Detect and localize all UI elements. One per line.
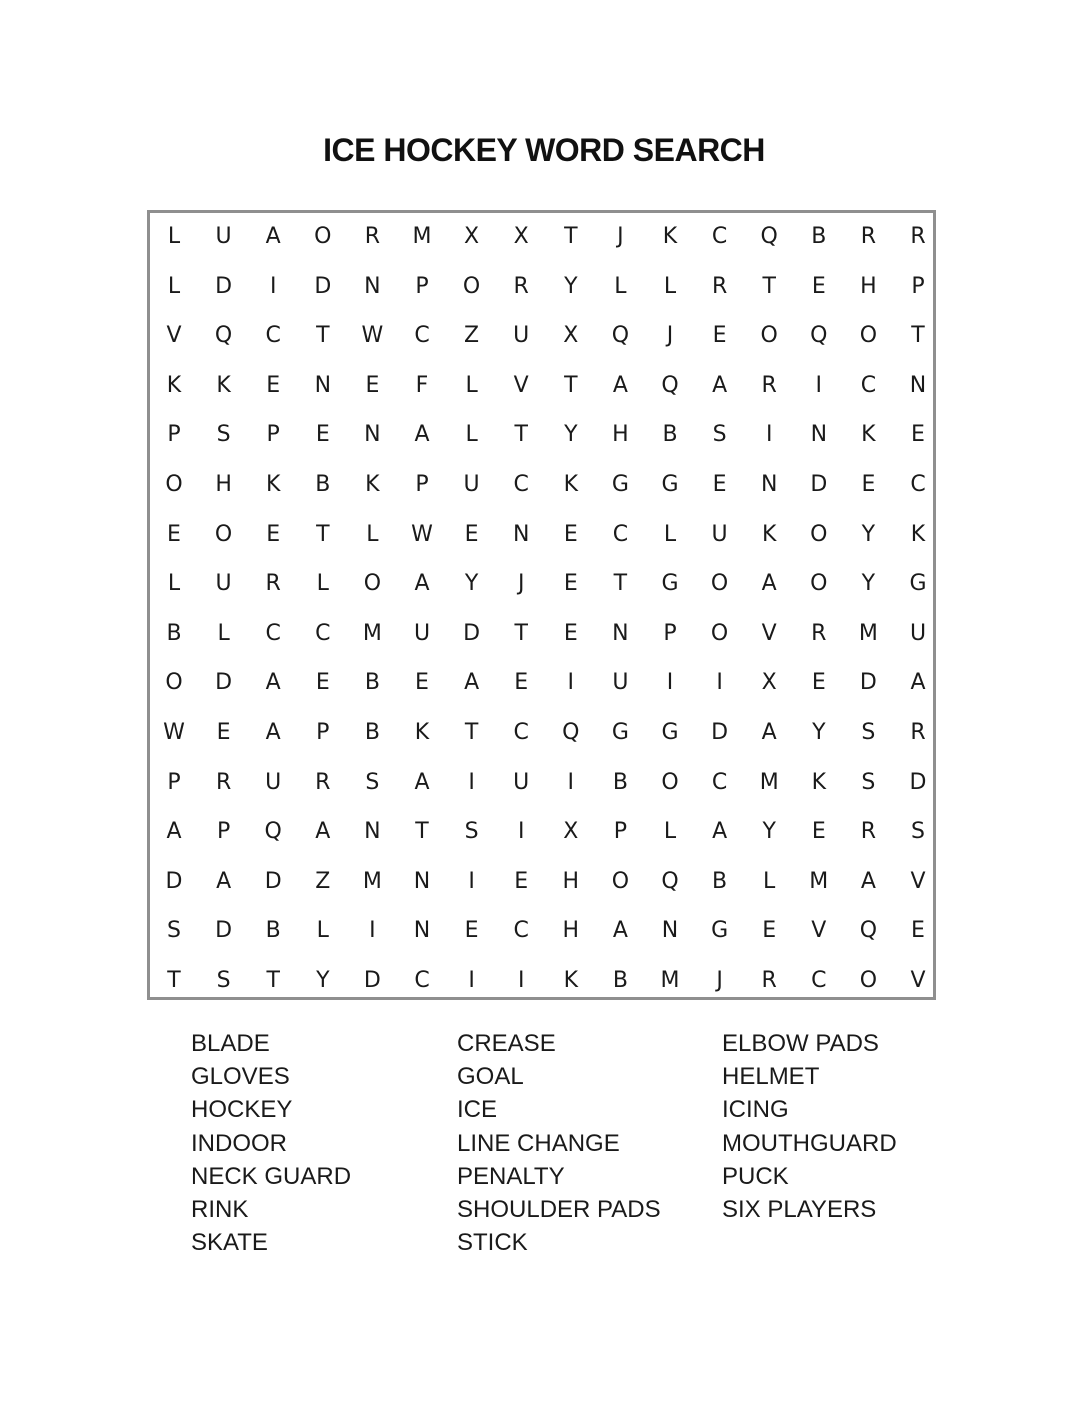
grid-letter[interactable]: Q: [562, 720, 580, 745]
grid-letter[interactable]: O: [810, 521, 828, 547]
grid-letter[interactable]: Y: [861, 521, 876, 547]
grid-letter[interactable]: L: [763, 868, 776, 894]
grid-letter[interactable]: O: [611, 868, 630, 894]
grid-letter[interactable]: A: [612, 918, 628, 944]
grid-letter[interactable]: E: [762, 918, 777, 944]
word-list-item: CREASE: [457, 1030, 556, 1057]
grid-letter[interactable]: E: [563, 521, 578, 547]
grid-letter[interactable]: T: [762, 273, 776, 299]
grid-letter[interactable]: E: [216, 720, 231, 745]
grid-letter[interactable]: H: [215, 472, 232, 497]
word-list-item: PUCK: [722, 1162, 789, 1190]
grid-letter[interactable]: R: [910, 224, 926, 249]
grid-letter[interactable]: O: [760, 323, 778, 349]
grid-letter[interactable]: P: [167, 422, 181, 448]
grid-letter[interactable]: K: [662, 224, 678, 249]
grid-letter[interactable]: E: [365, 372, 380, 398]
grid-letter[interactable]: O: [661, 769, 679, 795]
grid-letter[interactable]: B: [662, 422, 678, 448]
word-list-column: [457, 1027, 661, 1259]
grid-letter[interactable]: H: [562, 868, 580, 894]
grid-letter[interactable]: G: [909, 571, 927, 597]
grid-letter[interactable]: P: [613, 819, 628, 845]
grid-letter[interactable]: C: [513, 720, 529, 745]
grid-letter[interactable]: C: [265, 620, 281, 646]
grid-letter[interactable]: I: [269, 273, 277, 299]
grid-letter[interactable]: R: [761, 968, 777, 993]
grid-letter[interactable]: V: [761, 620, 777, 646]
grid-letter[interactable]: I: [517, 819, 525, 845]
grid-letter[interactable]: R: [811, 620, 827, 646]
grid-letter[interactable]: B: [364, 670, 380, 696]
grid-letter[interactable]: M: [660, 968, 680, 993]
grid-letter[interactable]: W: [361, 323, 384, 349]
grid-letter[interactable]: E: [563, 620, 578, 646]
word-list-item: BLADE: [191, 1030, 270, 1057]
grid-letter[interactable]: Q: [859, 918, 878, 944]
grid-letter[interactable]: J: [666, 323, 674, 349]
word-list-item: SIX PLAYERS: [722, 1195, 877, 1223]
grid-letter[interactable]: A: [414, 571, 430, 597]
grid-letter[interactable]: L: [366, 521, 379, 547]
grid-letter[interactable]: D: [909, 769, 927, 795]
grid-letter[interactable]: K: [563, 472, 579, 497]
grid-letter[interactable]: H: [612, 422, 629, 448]
grid-letter[interactable]: H: [860, 273, 877, 299]
grid-letter[interactable]: C: [910, 472, 926, 497]
grid-letter[interactable]: V: [910, 868, 926, 894]
grid-letter[interactable]: N: [909, 372, 927, 398]
grid-letter[interactable]: O: [165, 472, 183, 497]
grid-letter[interactable]: T: [911, 323, 925, 349]
grid-letter[interactable]: K: [365, 472, 380, 497]
word-list-item: ELBOW PADS: [722, 1030, 879, 1057]
grid-letter[interactable]: J: [617, 224, 624, 249]
grid-letter[interactable]: G: [661, 571, 679, 597]
grid-letter[interactable]: A: [761, 720, 777, 745]
grid-letter[interactable]: L: [167, 571, 181, 597]
grid-letter[interactable]: L: [465, 372, 478, 398]
grid-letter[interactable]: A: [860, 868, 876, 894]
grid-letter[interactable]: P: [415, 273, 429, 299]
grid-letter[interactable]: T: [464, 720, 479, 745]
grid-letter[interactable]: A: [265, 720, 281, 745]
grid-letter[interactable]: N: [364, 819, 381, 845]
grid-letter[interactable]: C: [513, 472, 529, 497]
grid-letter[interactable]: Q: [611, 323, 630, 349]
grid-letter[interactable]: V: [513, 372, 529, 398]
grid-letter[interactable]: C: [860, 372, 877, 398]
grid-letter[interactable]: S: [216, 422, 231, 448]
grid-letter[interactable]: P: [266, 422, 280, 448]
grid-letter[interactable]: E: [315, 670, 330, 696]
grid-letter[interactable]: N: [760, 472, 778, 497]
grid-letter[interactable]: K: [811, 769, 827, 795]
grid-letter[interactable]: Y: [861, 571, 876, 597]
grid-letter[interactable]: Q: [264, 819, 282, 845]
grid-letter[interactable]: T: [415, 819, 429, 845]
grid-letter[interactable]: E: [464, 918, 479, 944]
grid-letter[interactable]: R: [860, 224, 877, 249]
grid-letter[interactable]: X: [761, 670, 777, 696]
grid-letter[interactable]: T: [564, 372, 578, 398]
grid-letter[interactable]: L: [316, 918, 329, 944]
grid-letter[interactable]: X: [464, 224, 480, 249]
grid-letter[interactable]: R: [910, 720, 926, 745]
grid-letter[interactable]: E: [861, 472, 876, 497]
grid-letter[interactable]: Z: [315, 868, 331, 894]
grid-letter[interactable]: G: [611, 720, 629, 745]
grid-letter[interactable]: D: [215, 918, 233, 944]
grid-letter[interactable]: A: [216, 868, 232, 894]
grid-letter[interactable]: K: [861, 422, 876, 448]
grid-letter[interactable]: T: [514, 422, 528, 448]
grid-letter[interactable]: Q: [661, 372, 679, 398]
grid-letter[interactable]: A: [166, 819, 182, 845]
word-list-item: MOUTHGUARD: [722, 1129, 897, 1157]
grid-letter[interactable]: B: [364, 720, 380, 745]
grid-letter[interactable]: X: [563, 819, 579, 845]
grid-letter[interactable]: E: [266, 521, 281, 547]
grid-letter[interactable]: U: [413, 620, 431, 646]
grid-letter[interactable]: N: [512, 521, 530, 547]
grid-letter[interactable]: G: [611, 472, 629, 497]
grid-letter[interactable]: A: [712, 819, 728, 845]
grid-letter[interactable]: W: [163, 720, 185, 745]
grid-letter[interactable]: I: [468, 868, 475, 894]
grid-letter[interactable]: D: [215, 670, 233, 696]
grid-letter[interactable]: L: [167, 273, 181, 299]
grid-letter[interactable]: Q: [214, 323, 233, 349]
grid-letter[interactable]: R: [364, 224, 381, 249]
word-list-item: INDOOR: [191, 1129, 287, 1157]
grid-letter[interactable]: C: [315, 620, 331, 646]
grid-letter[interactable]: K: [910, 521, 926, 547]
grid-letter[interactable]: I: [468, 968, 475, 993]
grid-letter[interactable]: V: [166, 323, 182, 349]
grid-letter[interactable]: I: [666, 670, 674, 696]
grid-letter[interactable]: R: [513, 273, 529, 299]
grid-letter[interactable]: F: [415, 372, 429, 398]
grid-letter[interactable]: W: [411, 521, 433, 547]
word-list-column: [191, 1027, 351, 1259]
grid-letter[interactable]: A: [464, 670, 480, 696]
grid-letter[interactable]: B: [265, 918, 281, 944]
grid-letter[interactable]: U: [215, 224, 232, 249]
grid-letter[interactable]: C: [711, 224, 728, 249]
grid-letter[interactable]: U: [612, 670, 629, 696]
grid-letter[interactable]: B: [612, 769, 628, 795]
grid-letter[interactable]: I: [815, 372, 823, 398]
grid-letter[interactable]: M: [759, 769, 779, 795]
grid-letter[interactable]: O: [710, 620, 729, 646]
grid-letter[interactable]: O: [363, 571, 382, 597]
grid-letter[interactable]: O: [859, 968, 878, 993]
grid-letter[interactable]: L: [663, 273, 677, 299]
word-list-item: HELMET: [722, 1063, 820, 1091]
grid-letter[interactable]: Y: [762, 819, 776, 845]
grid-letter[interactable]: S: [216, 968, 231, 993]
grid-letter[interactable]: E: [167, 521, 181, 547]
grid-letter[interactable]: K: [563, 968, 579, 993]
grid-letter[interactable]: C: [414, 968, 430, 993]
grid-letter[interactable]: E: [266, 372, 281, 398]
grid-letter[interactable]: M: [858, 620, 878, 646]
grid-letter[interactable]: L: [217, 620, 230, 646]
grid-letter[interactable]: T: [613, 571, 628, 597]
grid-letter[interactable]: L: [167, 224, 181, 249]
grid-letter[interactable]: E: [315, 422, 330, 448]
grid-letter[interactable]: I: [468, 769, 475, 795]
grid-letter[interactable]: O: [165, 670, 183, 696]
grid-letter[interactable]: G: [661, 720, 679, 745]
grid-letter[interactable]: O: [314, 224, 332, 249]
grid-letter[interactable]: Q: [810, 323, 828, 349]
grid-letter[interactable]: D: [165, 868, 183, 894]
grid-letter[interactable]: E: [464, 521, 479, 547]
word-list-item: LINE CHANGE: [457, 1129, 620, 1157]
grid-letter[interactable]: I: [765, 422, 773, 448]
grid-letter[interactable]: L: [614, 273, 627, 299]
grid-letter[interactable]: I: [567, 769, 575, 795]
grid-letter[interactable]: U: [513, 323, 530, 349]
grid-letter[interactable]: K: [166, 372, 182, 398]
grid-letter[interactable]: Y: [812, 720, 826, 745]
grid-letter[interactable]: E: [563, 571, 578, 597]
grid-letter[interactable]: N: [810, 422, 828, 448]
grid-letter[interactable]: S: [464, 819, 479, 845]
grid-letter[interactable]: P: [316, 720, 330, 745]
grid-letter[interactable]: C: [513, 918, 529, 944]
grid-letter[interactable]: U: [711, 521, 728, 547]
grid-letter[interactable]: Y: [316, 968, 330, 993]
grid-letter[interactable]: N: [314, 372, 332, 398]
grid-letter[interactable]: A: [315, 819, 331, 845]
grid-letter[interactable]: B: [811, 224, 827, 249]
grid-letter[interactable]: D: [711, 720, 729, 745]
grid-letter[interactable]: T: [564, 224, 578, 249]
grid-letter[interactable]: N: [364, 273, 381, 299]
grid-letter[interactable]: M: [362, 620, 382, 646]
grid-letter[interactable]: E: [415, 670, 429, 696]
grid-letter[interactable]: D: [859, 670, 877, 696]
word-list-item: SKATE: [191, 1229, 268, 1257]
grid-letter[interactable]: V: [910, 968, 926, 993]
grid-letter[interactable]: C: [265, 323, 281, 349]
grid-letter[interactable]: N: [612, 620, 629, 646]
grid-letter[interactable]: M: [362, 868, 382, 894]
grid-letter[interactable]: A: [910, 670, 926, 696]
grid-letter[interactable]: E: [911, 918, 925, 944]
grid-letter[interactable]: V: [811, 918, 827, 944]
grid-letter[interactable]: S: [365, 769, 380, 795]
grid-letter[interactable]: E: [514, 868, 529, 894]
grid-letter[interactable]: R: [761, 372, 777, 398]
grid-letter[interactable]: T: [316, 521, 330, 547]
word-list-item: NECK GUARD: [191, 1162, 352, 1190]
grid-letter[interactable]: C: [612, 521, 629, 547]
word-list-item: GLOVES: [191, 1063, 290, 1091]
grid-letter[interactable]: O: [462, 273, 481, 299]
grid-letter[interactable]: D: [314, 273, 332, 299]
grid-letter[interactable]: E: [712, 472, 727, 497]
grid-letter[interactable]: H: [562, 918, 580, 944]
grid-letter[interactable]: A: [712, 372, 728, 398]
grid-letter[interactable]: D: [215, 273, 233, 299]
grid-letter[interactable]: O: [810, 571, 828, 597]
grid-letter[interactable]: L: [663, 521, 677, 547]
grid-letter[interactable]: Q: [661, 868, 679, 894]
grid-letter[interactable]: U: [513, 769, 530, 795]
grid-letter[interactable]: E: [811, 670, 826, 696]
grid-letter[interactable]: L: [316, 571, 329, 597]
grid-letter[interactable]: O: [859, 323, 878, 349]
grid-letter[interactable]: Z: [464, 323, 480, 349]
grid-letter[interactable]: S: [911, 819, 925, 845]
grid-letter[interactable]: M: [412, 224, 432, 249]
word-list-item: STICK: [457, 1229, 528, 1257]
word-list: [191, 1027, 971, 1267]
grid-letter[interactable]: D: [363, 968, 381, 993]
grid-letter[interactable]: A: [265, 224, 281, 249]
grid-letter[interactable]: P: [663, 620, 677, 646]
grid-letter[interactable]: N: [364, 422, 381, 448]
grid-letter[interactable]: T: [266, 968, 280, 993]
grid-letter[interactable]: U: [265, 769, 282, 795]
grid-letter[interactable]: C: [811, 968, 827, 993]
grid-letter[interactable]: D: [264, 868, 282, 894]
grid-letter[interactable]: B: [166, 620, 182, 646]
grid-letter[interactable]: I: [716, 670, 723, 696]
grid-letter[interactable]: P: [167, 769, 181, 795]
grid-letter[interactable]: A: [265, 670, 281, 696]
grid-letter[interactable]: N: [413, 868, 431, 894]
grid-letter[interactable]: C: [711, 769, 728, 795]
grid-letter[interactable]: Y: [564, 422, 578, 448]
grid-letter[interactable]: U: [909, 620, 927, 646]
grid-letter[interactable]: N: [413, 918, 431, 944]
word-list-item: GOAL: [457, 1063, 524, 1091]
word-list-item: RINK: [191, 1195, 249, 1223]
grid-letter[interactable]: S: [861, 720, 876, 745]
grid-letter[interactable]: X: [563, 323, 579, 349]
grid-letter[interactable]: E: [811, 819, 826, 845]
grid-letter[interactable]: P: [415, 472, 429, 497]
grid-letter[interactable]: D: [810, 472, 828, 497]
grid-letter[interactable]: E: [911, 422, 925, 448]
grid-letter[interactable]: Y: [564, 273, 578, 299]
word-list-item: PENALTY: [457, 1162, 565, 1190]
grid-letter[interactable]: A: [761, 571, 777, 597]
grid-letter[interactable]: L: [663, 819, 677, 845]
word-list-item: ICING: [722, 1096, 789, 1124]
grid-letter[interactable]: R: [711, 273, 728, 299]
grid-letter[interactable]: J: [517, 571, 525, 597]
puzzle-grid-frame: [147, 210, 936, 1000]
grid-letter[interactable]: O: [214, 521, 233, 547]
grid-letter[interactable]: A: [414, 422, 430, 448]
grid-letter[interactable]: S: [861, 769, 876, 795]
grid-letter[interactable]: E: [712, 323, 727, 349]
grid-letter[interactable]: C: [414, 323, 430, 349]
grid-letter[interactable]: K: [414, 720, 430, 745]
grid-letter[interactable]: T: [514, 620, 528, 646]
grid-letter[interactable]: T: [316, 323, 330, 349]
grid-letter[interactable]: X: [513, 224, 529, 249]
grid-letter[interactable]: E: [811, 273, 826, 299]
grid-letter[interactable]: K: [761, 521, 777, 547]
grid-letter[interactable]: R: [265, 571, 281, 597]
grid-letter[interactable]: A: [612, 372, 628, 398]
grid-letter[interactable]: K: [265, 472, 281, 497]
grid-letter[interactable]: Q: [760, 224, 778, 249]
grid-letter[interactable]: K: [216, 372, 231, 398]
grid-letter[interactable]: B: [612, 968, 628, 993]
word-list-column: [722, 1027, 897, 1226]
grid-letter[interactable]: G: [711, 918, 729, 944]
grid-letter[interactable]: I: [369, 918, 376, 944]
grid-letter[interactable]: A: [414, 769, 430, 795]
grid-letter[interactable]: S: [712, 422, 727, 448]
grid-letter[interactable]: P: [216, 819, 231, 845]
grid-letter[interactable]: B: [315, 472, 331, 497]
word-list-item: HOCKEY: [191, 1096, 293, 1124]
grid-letter[interactable]: U: [215, 571, 232, 597]
grid-letter[interactable]: M: [809, 868, 829, 894]
grid-letter[interactable]: G: [661, 472, 679, 497]
grid-letter[interactable]: L: [465, 422, 478, 448]
grid-letter[interactable]: O: [710, 571, 729, 597]
grid-letter[interactable]: R: [860, 819, 877, 845]
word-list-item: SHOULDER PADS: [457, 1195, 661, 1223]
grid-letter[interactable]: N: [661, 918, 679, 944]
grid-letter[interactable]: E: [514, 670, 529, 696]
grid-letter[interactable]: I: [567, 670, 575, 696]
grid-letter[interactable]: R: [215, 769, 232, 795]
grid-letter[interactable]: T: [167, 968, 181, 993]
grid-letter[interactable]: R: [315, 769, 331, 795]
grid-letter[interactable]: U: [463, 472, 480, 497]
puzzle-grid: [150, 213, 933, 997]
grid-letter[interactable]: J: [716, 968, 723, 993]
word-list-item: ICE: [457, 1096, 498, 1124]
grid-letter[interactable]: S: [167, 918, 181, 944]
grid-letter[interactable]: P: [911, 273, 925, 299]
page-title: ICE HOCKEY WORD SEARCH: [323, 132, 765, 168]
grid-letter[interactable]: B: [712, 868, 728, 894]
grid-letter[interactable]: Y: [464, 571, 479, 597]
grid-letter[interactable]: I: [517, 968, 525, 993]
grid-letter[interactable]: D: [463, 620, 481, 646]
